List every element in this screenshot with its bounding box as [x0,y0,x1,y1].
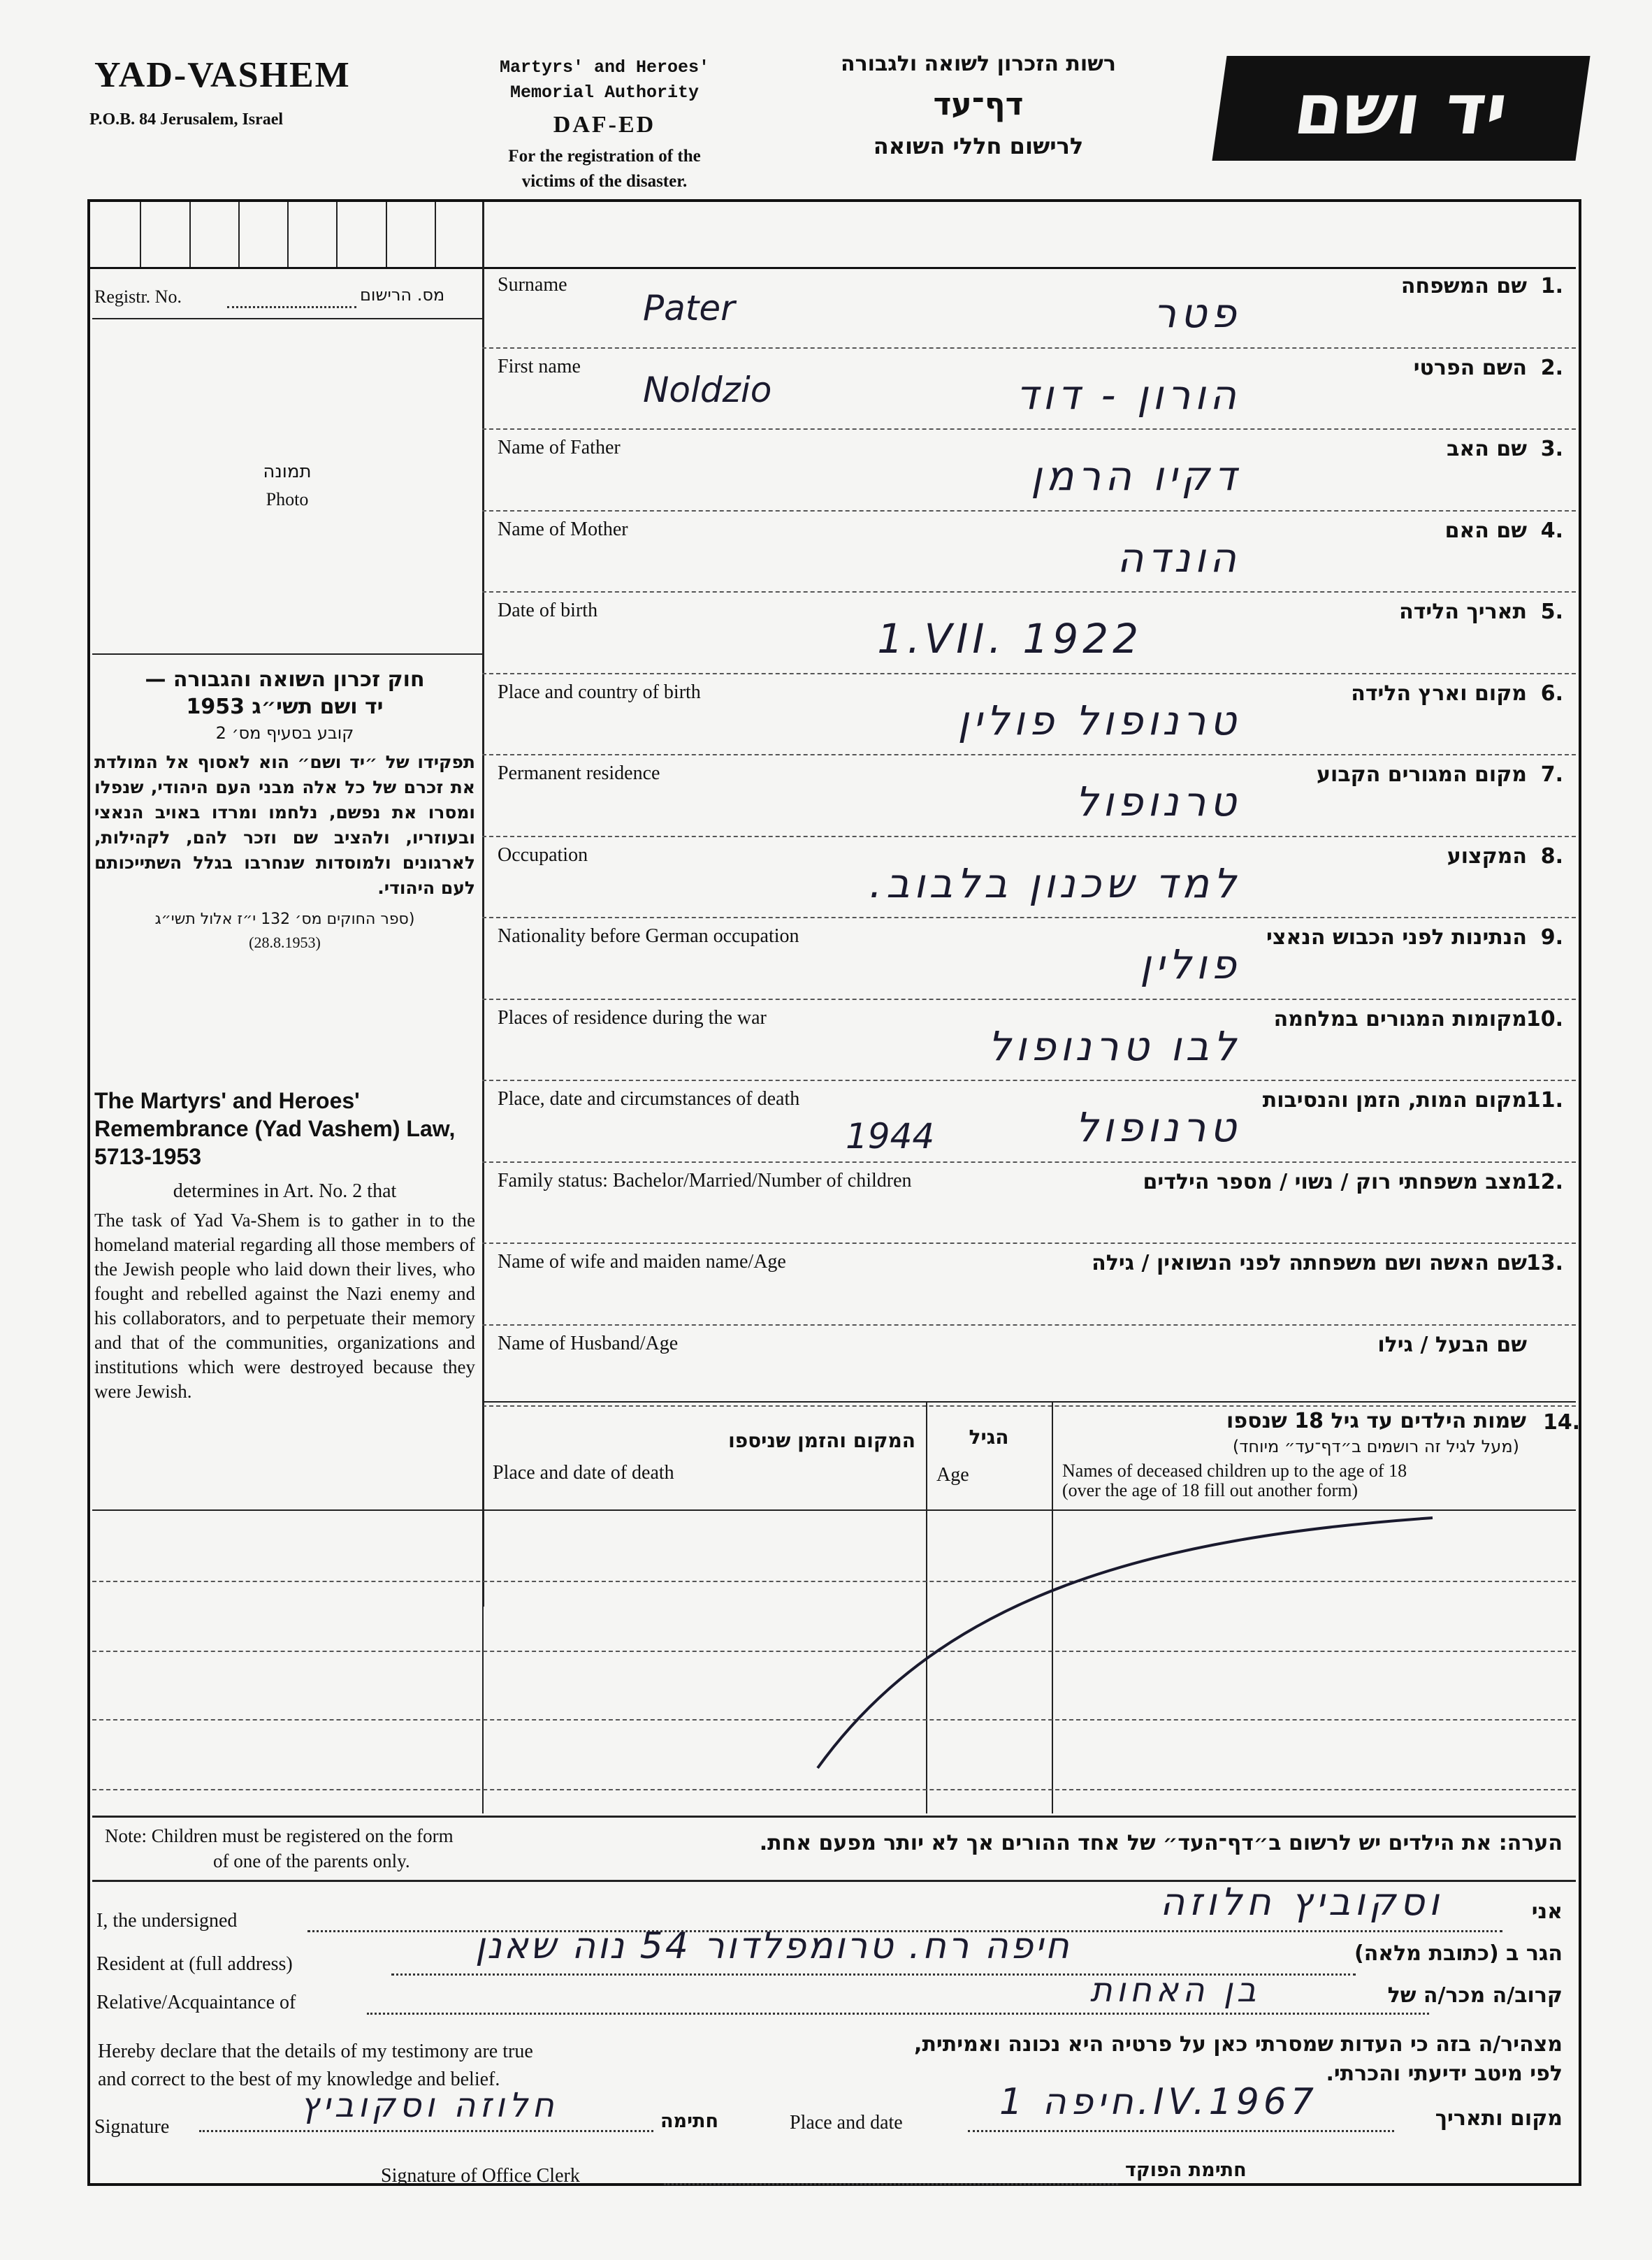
field-row [482,1163,1576,1245]
field-row [482,918,1576,1000]
place-date-label-he: מקום ותאריך [1435,2106,1563,2131]
field-number: 6. [1540,681,1563,706]
note-en-1: Note: Children must be registered on the form [105,1825,454,1846]
children-col-divider-0 [482,1401,484,1813]
field-value: לבו טרנופול [987,1022,1240,1070]
field-label-he: מקומות המגורים במלחמה [1273,1006,1527,1031]
logo-block [1212,56,1590,161]
purpose-line-1: For the registration of the [508,147,701,166]
photo-divider [92,653,482,655]
field-number: 10. [1526,1006,1563,1031]
field-value: פולין [1140,941,1240,988]
field-label-he: שם האם [1444,518,1527,543]
children-names-en-1: Names of deceased children up to the age of 18 [1062,1461,1407,1481]
place-date-line [968,2130,1394,2132]
note-top-line [92,1816,1576,1818]
field-number: 9. [1540,925,1563,950]
field-value-latin: Noldzio [643,369,772,410]
registr-no-label-he: מס. הרישום [360,285,445,305]
field-label: Place and country of birth [498,681,701,703]
place-date-label: Place and date [790,2112,903,2134]
clerk-signature-line [664,2183,1118,2185]
field-row [482,349,1576,430]
field-label: Name of Mother [498,518,628,540]
field-row [482,837,1576,919]
children-names-en-2: (over the age of 18 fill out another form) [1062,1480,1358,1500]
field-number: 12. [1526,1169,1563,1194]
field-label: Name of Husband/Age [498,1332,679,1354]
signature-label: Signature [94,2116,170,2138]
field-label-he: המקצוע [1447,843,1527,869]
relative-value: בן האחות [1090,1971,1261,2010]
declare-he-1: מצהיר/ה בזה כי העדות שמסרתי כאן על פרטיה היא נכונה ואמיתית, [914,2032,1563,2057]
field-label-he: שם האב [1447,437,1527,461]
law-ref-he: (ספר החוקים מס׳ 132 י״ז אלול תשי״ג [154,911,415,928]
field-value: טרנופול [1075,1103,1240,1151]
field-label-he: מקום המגורים הקבוע [1317,762,1527,787]
field-label-he: השם הפרטי [1413,355,1527,380]
photo-label-en: Photo [266,489,309,509]
field-label: Occupation [498,843,588,866]
field-label: Places of residence during the war [498,1006,767,1029]
org-address: P.O.B. 84 Jerusalem, Israel [89,110,284,129]
field-value: טרנופול [1075,778,1240,825]
field-label-he: הנתינות לפני הכבוש הנאצי [1266,925,1527,950]
field-row [482,755,1576,837]
field-row [482,1326,1576,1407]
registr-no-label: Registr. No. [94,287,182,307]
children-row-line [92,1789,1576,1790]
clerk-signature-label: Signature of Office Clerk [381,2165,580,2187]
undersigned-label: I, the undersigned [96,1910,238,1932]
place-date-value: חיפה 1.IV.1967 [999,2081,1319,2123]
field-label: Permanent residence [498,762,660,784]
field-value: הונדה [1117,533,1240,581]
children-age-he: הגיל [969,1426,1009,1449]
field-number: 5. [1540,600,1563,624]
field-label-he: שם הבעל / גילו [1377,1332,1527,1357]
children-place-he: המקום והזמן שניספו [728,1429,915,1452]
field-value-latin: Pater [643,288,735,328]
field-value: 1.VII. 1922 [877,615,1143,662]
undersigned-value: וסקוביץ חלוזה [1160,1880,1444,1924]
logo-text: יד ושם [1289,68,1513,150]
form-name: DAF-ED [553,112,656,138]
strike-through-mark [804,1509,1468,1775]
field-number: 7. [1540,762,1563,787]
field-label-he: מקום המות, הזמן והנסיבות [1262,1088,1527,1113]
clerk-signature-label-he: חתימת הפוקד [1125,2159,1247,2181]
field-value: הורון - דוד [1016,370,1240,419]
field-row [482,674,1576,756]
field-label: First name [498,355,581,377]
field-label-he: מקום וארץ הלידה [1351,681,1527,706]
field-value: דקיו הרמן [1031,452,1240,500]
signature-line [199,2130,653,2132]
field-value-latin: 1944 [846,1116,935,1157]
children-top-line [482,1401,1576,1403]
registr-no-line [227,306,356,308]
law-clause-he: קובע בסעיף מס׳ 2 [215,723,354,743]
resident-label-he: הגר ב (כתובת מלאה) [1354,1941,1563,1966]
relative-line [367,2013,1429,2015]
note-he: הערה: את הילדים יש לרשום ב״דף־העד״ של אחד ההורים אך לא יותר מפעם אחת. [759,1831,1563,1855]
field-number: 2. [1540,355,1563,380]
resident-value: חיפה רח. טרומפלדור 54 נוה שאנן [475,1925,1071,1967]
photo-box [92,318,482,653]
field-number: 3. [1540,437,1563,461]
children-age-en: Age [936,1464,969,1486]
photo-label-he: תמונה [263,461,312,482]
field-label-he: שם האשה ושם משפחתה לפני הנשואין / גילה [1092,1251,1527,1275]
field-label: Name of Father [498,437,621,458]
declare-en-2: and correct to the best of my knowledge and belief. [98,2069,500,2090]
field-label-he: מצב משפחתי רוק / נשוי / מספר הילדים [1143,1169,1527,1194]
field-label: Family status: Bachelor/Married/Number of children [498,1169,912,1191]
field-value: פטר [1153,289,1240,337]
declare-en-1: Hereby declare that the details of my testimony are true [98,2041,533,2062]
field-row [482,430,1576,512]
law-body-he: תפקידו של ״יד ושם״ הוא לאסוף אל המולדת את זכרם של כל אלה מבני העם היהודי, שנפלו ומסרו את נפשם, נלחמו ומרדו באויב הנאצי ובעוזריו, ולהציב שם וזכר להם, לקהילות, לארגונים ולמוסדות שנחרבו בגלל השתייכותם לעם היהודי. [94,752,475,898]
field-row [482,512,1576,593]
field-number: 8. [1540,843,1563,869]
purpose-line-2: victims of the disaster. [521,172,688,191]
law-title-he: חוק זכרון השואה והגבורה — [145,667,425,692]
children-num: 14. [1543,1410,1581,1435]
children-sub-he: (מעל לגיל זה רושמים ב״דף־עד״ מיוחד) [1232,1437,1519,1456]
field-row-line [482,1405,1576,1407]
field-label: Place, date and circumstances of death [498,1088,800,1110]
field-row [482,593,1576,674]
law-determines: determines in Art. No. 2 that [173,1180,397,1202]
authority-line-1: Martyrs' and Heroes' [499,57,710,78]
org-name-en: YAD-VASHEM [94,55,351,95]
law-title-en: The Martyrs' and Heroes' Remembrance (Yad Vashem) Law, 5713-1953 [94,1088,456,1169]
authority-line-2: Memorial Authority [509,82,700,103]
field-number: 4. [1540,518,1563,543]
undersigned-label-he: אני [1531,1899,1563,1924]
signature-label-he: חתימה [660,2110,719,2132]
field-row [482,1081,1576,1163]
field-number: 13. [1526,1251,1563,1275]
field-label: Nationality before German occupation [498,925,799,947]
law-text-he [94,667,475,952]
relative-label-he: קרוב/ה מכר/ה של [1387,1983,1563,2008]
field-value: למד שכנון בלבוב. [869,859,1240,907]
field-label: Date of birth [498,600,598,621]
field-row [482,1244,1576,1326]
children-place-en: Place and date of death [493,1462,674,1484]
field-row [482,267,1576,349]
law-text-en [94,1087,475,1404]
field-label: Name of wife and maiden name/Age [498,1251,786,1273]
declare-he-2: לפי מיטב ידיעתי והכרתי. [1326,2062,1563,2086]
field-label: Surname [498,274,567,296]
signature-value: חלוזה וסקוביץ [300,2086,558,2125]
field-number: 1. [1540,274,1563,298]
field-label-he: תאריך הלידה [1399,600,1527,624]
relative-label: Relative/Acquaintance of [96,1992,296,2013]
field-value: טרנופול פולין [957,696,1240,744]
form-name-he: דף־עד [933,87,1024,122]
resident-label: Resident at (full address) [96,1953,293,1975]
field-number: 11. [1526,1088,1563,1113]
law-body-en: The task of Yad Va-Shem is to gather in to the homeland material regarding all those members of the Jewish people who laid down their lives, who fought and rebelled against the Nazi enemy and his collaborators, and to perpetuate their memory and that of the communities, organizations and institutions which were destroyed because they were Jewish. [94,1210,475,1402]
law-ref-date: (28.8.1953) [249,934,321,951]
authority-he: רשות הזכרון לשואה ולגבורה [841,52,1116,76]
field-row [482,1000,1576,1082]
note-en-2: of one of the parents only. [213,1850,410,1871]
registration-boxes [92,202,484,267]
purpose-he: לרישום חללי השואה [873,133,1084,159]
law-title2-he: יד ושם תשי״ג 1953 [186,695,384,719]
children-header-he: שמות הילדים עד גיל 18 שנספו [1226,1409,1526,1433]
field-label-he: שם המשפחה [1400,274,1527,298]
